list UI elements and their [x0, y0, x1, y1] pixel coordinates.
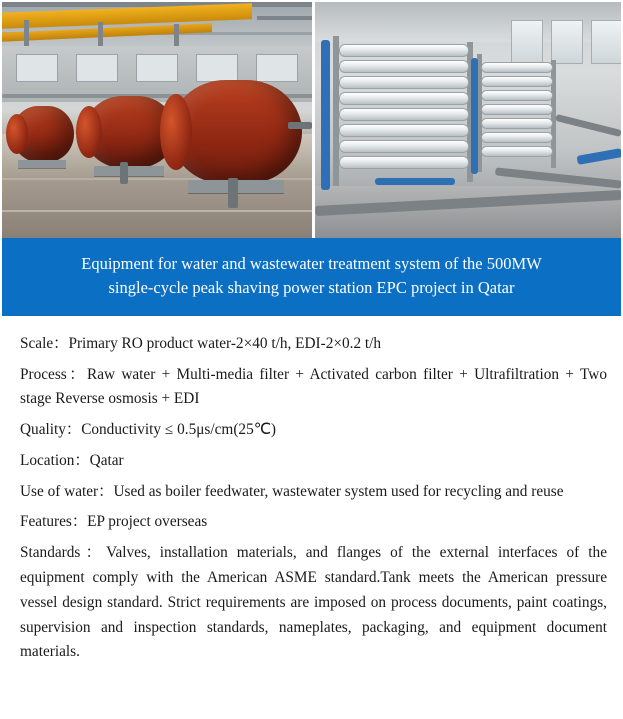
spec-row-standards [20, 541, 607, 665]
spec-label-use-of-water: Use of water： [20, 482, 114, 500]
spec-row-location [20, 449, 607, 474]
spec-value-process: Raw water + Multi-media filter + Activated carbon filter + Ultrafiltration + Two stage Reverse osmosis + EDI [20, 365, 607, 408]
specification-list [2, 316, 621, 675]
spec-row-process [20, 363, 607, 413]
spec-label-scale: Scale： [20, 334, 69, 352]
photo-industrial-hall-red-tanks [2, 2, 312, 238]
spec-label-quality: Quality： [20, 421, 82, 439]
spec-value-location: Qatar [89, 451, 124, 469]
photo-strip [2, 2, 621, 238]
spec-row-quality [20, 418, 607, 443]
spec-row-use-of-water [20, 480, 607, 505]
photo-reverse-osmosis-membrane-racks [312, 2, 621, 238]
spec-value-features: EP project overseas [87, 513, 208, 531]
spec-value-quality: Conductivity ≤ 0.5μs/cm(25℃) [81, 421, 276, 439]
spec-label-standards: Standards： [20, 544, 107, 562]
spec-row-features [20, 510, 607, 535]
spec-value-scale: Primary RO product water-2×40 t/h, EDI-2×0.2 t/h [68, 334, 382, 352]
spec-value-standards: Valves, installation materials, and flanges of the external interfaces of the equipment comply with the American ASME standard.Tank meets the American pressure vessel design standard. Strict requirements are imposed on process documents, paint coatings, supervision and inspection standards, nameplates, packaging, and equipment document materials. [20, 544, 607, 661]
caption-banner [2, 238, 621, 316]
caption-line-1: Equipment for water and wastewater treatment system of the 500MW [81, 254, 542, 273]
spec-label-location: Location： [20, 451, 90, 469]
spec-value-use-of-water: Used as boiler feedwater, wastewater system used for recycling and reuse [113, 482, 564, 500]
spec-label-process: Process： [20, 365, 87, 383]
spec-label-features: Features： [20, 513, 88, 531]
spec-row-scale [20, 332, 607, 357]
caption-line-2: single-cycle peak shaving power station EPC project in Qatar [108, 277, 515, 297]
